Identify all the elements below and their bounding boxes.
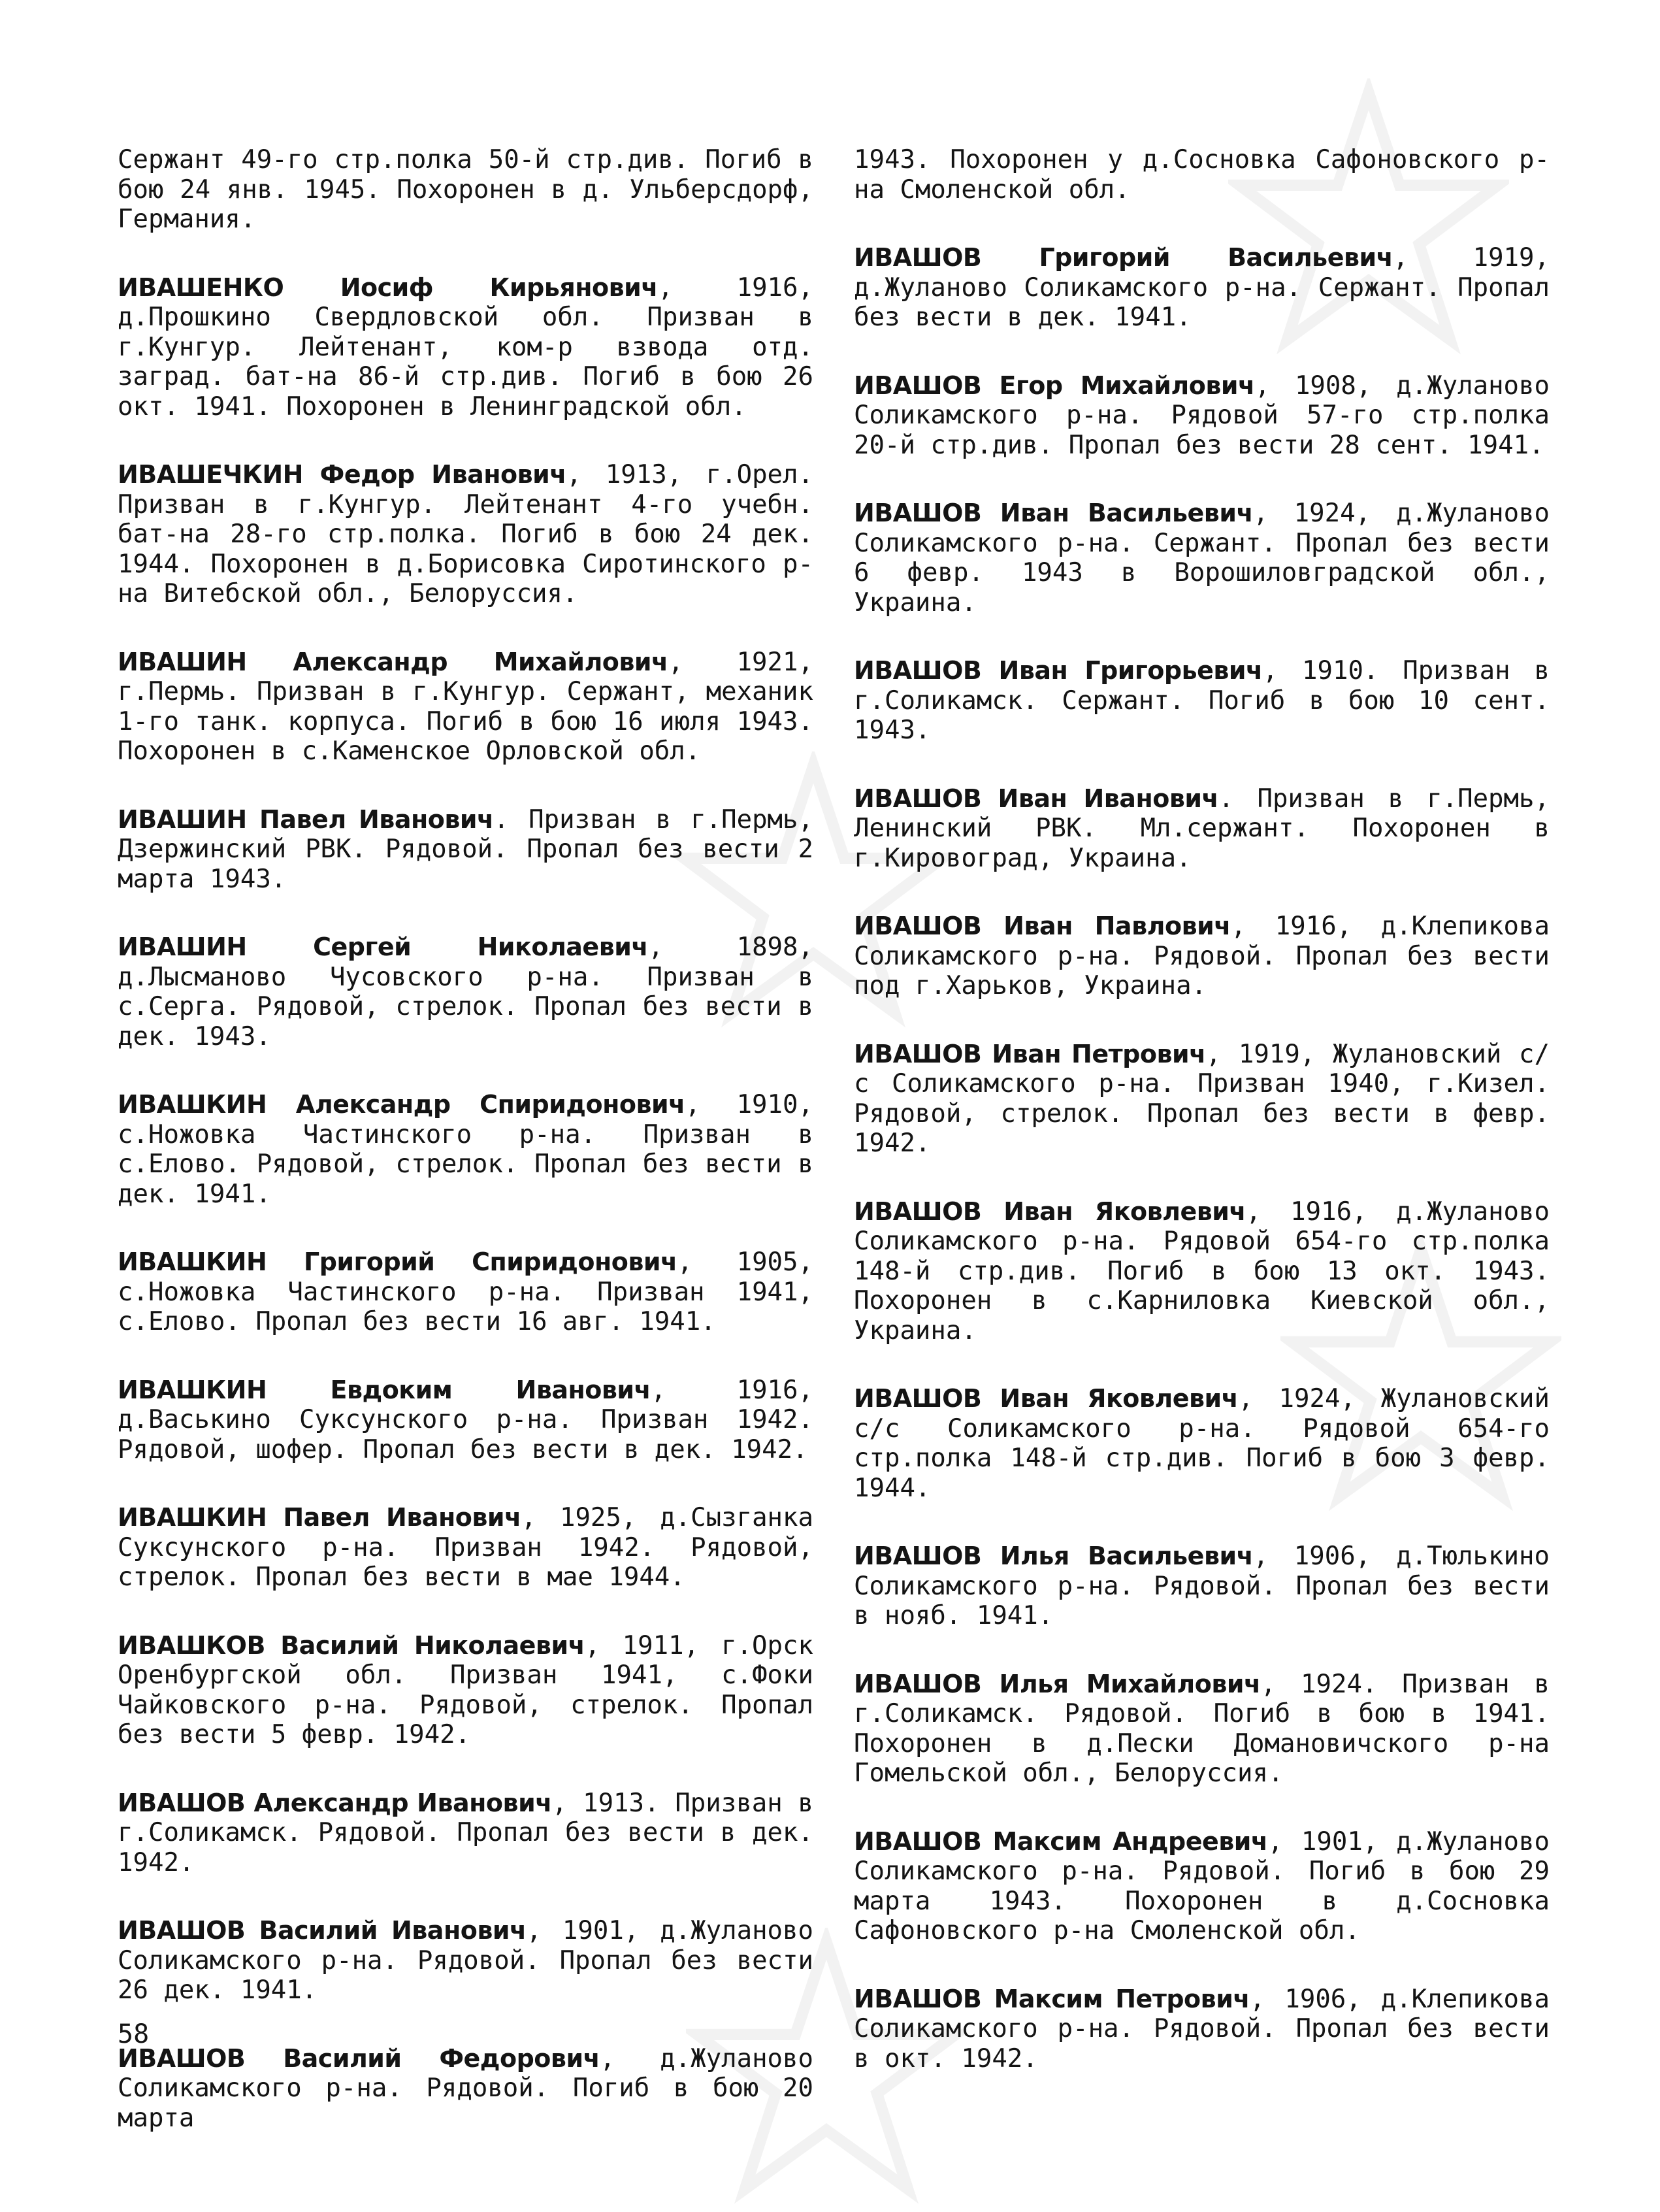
entry-details: , 1924. Призван в г.Соликамск. Рядовой. Погиб в бою в 1941. Похоронен в д.Пески Домановичского р-на Гомельской обл., Белоруссия. <box>854 1669 1550 1788</box>
entry-details: . Призван в г.Пермь, Дзержинский РВК. Рядовой. Пропал без вести 2 марта 1943. <box>118 804 813 894</box>
continuation-text: 1943. Похоронен у д.Сосновка Сафоновского р-на Смоленской обл. <box>854 145 1550 205</box>
casualty-entry <box>118 1789 813 1878</box>
casualty-entry <box>854 371 1550 461</box>
entry-name: ИВАШОВ Максим Андреевич <box>854 1826 1268 1856</box>
casualty-entry <box>854 1985 1550 2074</box>
casualty-entry <box>854 1827 1550 1946</box>
casualty-entry <box>854 243 1550 333</box>
entry-details: , 1924, Жулановский с/с Соликамского р-на. Рядовой 654-го стр.полка 148-й стр.див. Погиб в бою 3 февр. 1944. <box>854 1384 1550 1503</box>
entry-details: , 1913. Призван в г.Соликамск. Рядовой. Пропал без вести в дек. 1942. <box>118 1788 813 1877</box>
casualty-entry <box>854 1384 1550 1503</box>
entry-details: , 1921, г.Пермь. Призван в г.Кунгур. Сержант, механик 1-го танк. корпуса. Погиб в бою 16 июля 1943. Похоронен в с.Каменское Орловской обл. <box>118 647 813 766</box>
entry-name: ИВАШЕНКО Иосиф Кирьянович <box>118 272 658 302</box>
entry-name: ИВАШЕЧКИН Федор Иванович <box>118 460 566 489</box>
entry-name: ИВАШКИН Павел Иванович <box>118 1503 521 1532</box>
casualty-entry <box>118 648 813 767</box>
casualty-entry <box>854 1040 1550 1159</box>
entry-name: ИВАШИН Сергей Николаевич <box>118 933 648 961</box>
entry-name: ИВАШОВ Максим Петрович <box>854 1984 1250 2013</box>
entry-details: , 1916, д.Прошкино Свердловской обл. Призван в г.Кунгур. Лейтенант, ком-р взвода отд. заград. бат-на 86-й стр.див. Погиб в бою 26 окт. 1941. Похоронен в Ленинградской обл. <box>118 272 813 421</box>
entry-details: , 1898, д.Лысманово Чусовского р-на. Призван в с.Серга. Рядовой, стрелок. Пропал без вести в дек. 1943. <box>118 933 813 1051</box>
entry-name: ИВАШОВ Иван Иванович <box>854 784 1219 813</box>
entry-details: , 1924, д.Жуланово Соликамского р-на. Сержант. Пропал без вести 6 февр. 1943 в Ворошиловградской обл., Украина. <box>854 499 1550 618</box>
entry-name: ИВАШОВ Иван Яковлевич <box>854 1384 1239 1413</box>
casualty-entry <box>118 805 813 895</box>
entry-name: ИВАШОВ Василий Федорович <box>118 2043 600 2073</box>
entry-name: ИВАШОВ Василий Иванович <box>118 1916 527 1945</box>
page-number: 58 <box>118 2019 150 2049</box>
casualty-entry <box>118 1503 813 1593</box>
casualty-entry <box>854 784 1550 874</box>
entry-name: ИВАШОВ Иван Григорьевич <box>854 656 1263 685</box>
entry-name: ИВАШОВ Иван Павлович <box>854 912 1231 940</box>
continuation-text: Сержант 49-го стр.полка 50-й стр.див. Погиб в бою 24 янв. 1945. Похоронен в д. Ульберсдорф, Германия. <box>118 145 813 234</box>
casualty-entry <box>854 1197 1550 1346</box>
entry-details: . Призван в г.Пермь, Ленинский РВК. Мл.сержант. Похоронен в г.Кировоград, Украина. <box>854 784 1550 873</box>
entry-name: ИВАШИН Павел Иванович <box>118 804 494 834</box>
entry-name: ИВАШОВ Александр Иванович <box>118 1788 552 1817</box>
entry-name: ИВАШОВ Иван Петрович <box>854 1039 1206 1068</box>
entry-name: ИВАШКИН Александр Спиридонович <box>118 1090 685 1119</box>
casualty-entry <box>118 1916 813 2006</box>
entry-details: , 1908, д.Жуланово Соликамского р-на. Рядовой 57-го стр.полка 20-й стр.див. Пропал без вести 28 сент. 1941. <box>854 371 1550 460</box>
entry-details: , 1913, г.Орел. Призван в г.Кунгур. Лейтенант 4-го учебн. бат-на 28-го стр.полка. Погиб в бою 24 дек. 1944. Похоронен в д.Борисовка Сиротинского р-на Витебской обл., Белоруссия. <box>118 460 813 608</box>
entry-name: ИВАШОВ Егор Михайлович <box>854 371 1255 400</box>
entry-details: , 1901, д.Жуланово Соликамского р-на. Рядовой. Пропал без вести 26 дек. 1941. <box>118 1916 813 2005</box>
entry-details: , 1916, д.Васькино Суксунского р-на. Призван 1942. Рядовой, шофер. Пропал без вести в дек. 1942. <box>118 1375 813 1464</box>
entry-details: , 1906, д.Клепикова Соликамского р-на. Рядовой. Пропал без вести в окт. 1942. <box>854 1984 1550 2073</box>
entry-name: ИВАШКИН Евдоким Иванович <box>118 1375 651 1404</box>
casualty-entry <box>118 1090 813 1209</box>
casualty-entry <box>118 1247 813 1337</box>
entry-details: , 1919, д.Жуланово Соликамского р-на. Сержант. Пропал без вести в дек. 1941. <box>854 243 1550 332</box>
casualty-entry <box>118 460 813 609</box>
entry-details: , 1919, Жулановский с/с Соликамского р-на. Призван 1940, г.Кизел. Рядовой, стрелок. Пропал без вести в февр. 1942. <box>854 1039 1550 1158</box>
entry-name: ИВАШИН Александр Михайлович <box>118 647 668 676</box>
right-column <box>854 145 1550 2112</box>
entry-details: , 1911, г.Орск Оренбургской обл. Призван 1941, с.Фоки Чайковского р-на. Рядовой, стрелок. Пропал без вести 5 февр. 1942. <box>118 1630 813 1749</box>
entry-details: , 1925, д.Сызганка Суксунского р-на. Призван 1942. Рядовой, стрелок. Пропал без вести в мае 1944. <box>118 1503 813 1592</box>
entry-details: , 1916, д.Клепикова Соликамского р-на. Рядовой. Пропал без вести под г.Харьков, Украина. <box>854 912 1550 1000</box>
entry-details: , 1910. Призван в г.Соликамск. Сержант. Погиб в бою 10 сент. 1943. <box>854 656 1550 745</box>
entry-name: ИВАШОВ Григорий Васильевич <box>854 243 1393 272</box>
casualty-entry <box>118 1631 813 1750</box>
entry-name: ИВАШОВ Иван Яковлевич <box>854 1197 1246 1226</box>
entry-name: ИВАШОВ Илья Васильевич <box>854 1542 1254 1570</box>
entry-details: , д.Жуланово Соликамского р-на. Рядовой. Погиб в бою 20 марта <box>118 2043 813 2133</box>
entry-details: , 1906, д.Тюлькино Соликамского р-на. Рядовой. Пропал без вести в нояб. 1941. <box>854 1542 1550 1630</box>
casualty-entry <box>854 912 1550 1001</box>
casualty-entry <box>118 1376 813 1465</box>
entry-details: , 1905, с.Ножовка Частинского р-на. Призван 1941, с.Елово. Пропал без вести 16 авг. 1941. <box>118 1247 813 1336</box>
entry-details: , 1916, д.Жуланово Соликамского р-на. Рядовой 654-го стр.полка 148-й стр.див. Погиб в бою 13 окт. 1943. Похоронен в с.Карниловка Киевской обл., Украина. <box>854 1197 1550 1345</box>
casualty-entry <box>854 499 1550 618</box>
entry-name: ИВАШОВ Иван Васильевич <box>854 499 1254 527</box>
left-column <box>118 145 813 2171</box>
entry-name: ИВАШКОВ Василий Николаевич <box>118 1630 585 1660</box>
entry-details: , 1901, д.Жуланово Соликамского р-на. Рядовой. Погиб в бою 29 марта 1943. Похоронен в д.Сосновка Сафоновского р-на Смоленской обл. <box>854 1826 1550 1945</box>
casualty-entry <box>854 656 1550 746</box>
casualty-entry <box>118 273 813 422</box>
entry-name: ИВАШОВ Илья Михайлович <box>854 1669 1261 1698</box>
casualty-entry <box>854 1542 1550 1631</box>
casualty-entry <box>854 1670 1550 1789</box>
casualty-entry <box>118 2044 813 2134</box>
entry-details: , 1910, с.Ножовка Частинского р-на. Призван в с.Елово. Рядовой, стрелок. Пропал без вести в дек. 1941. <box>118 1090 813 1209</box>
casualty-entry <box>118 933 813 1051</box>
entry-name: ИВАШКИН Григорий Спиридонович <box>118 1247 677 1276</box>
